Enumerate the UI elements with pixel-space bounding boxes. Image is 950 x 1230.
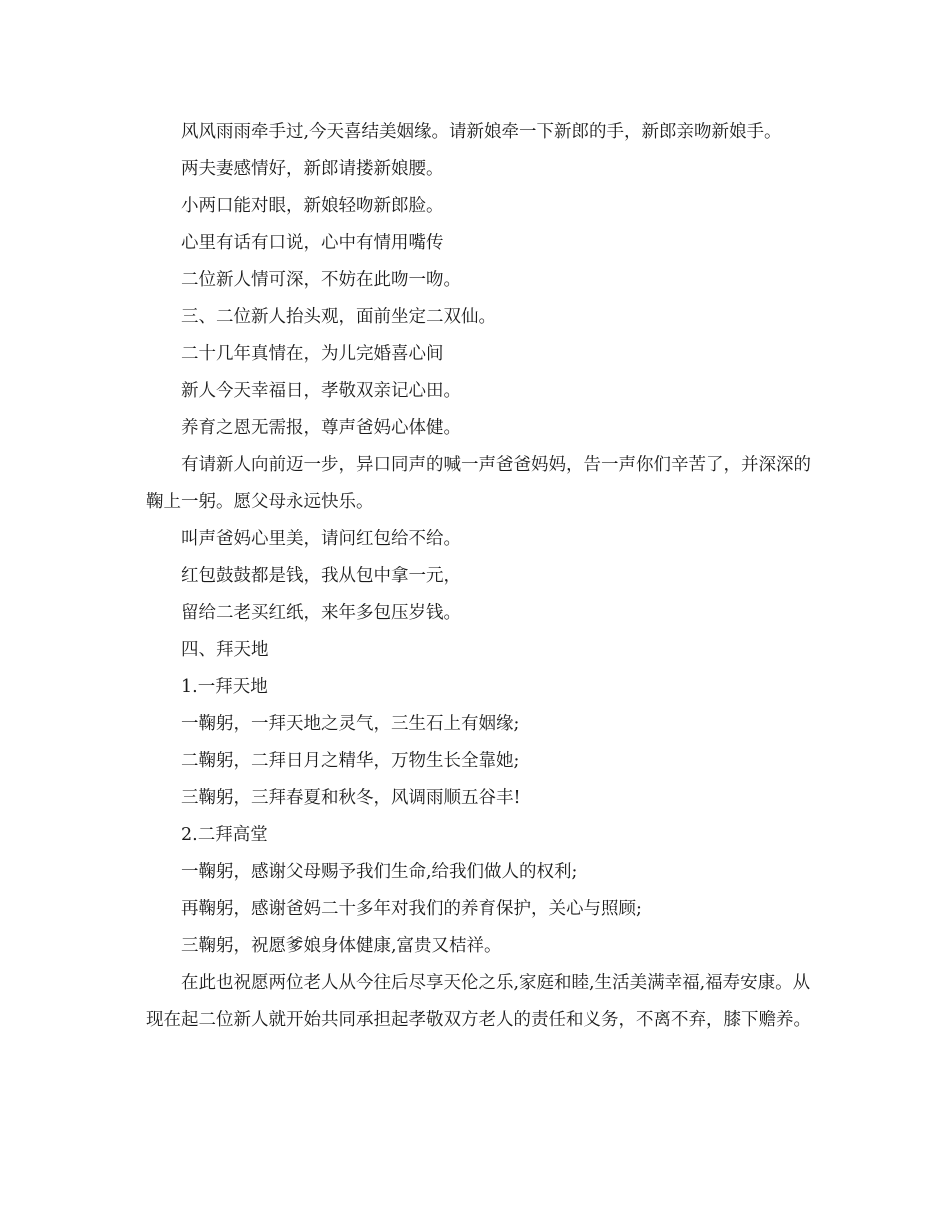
paragraph: 新人今天幸福日，孝敬双亲记心田。 bbox=[181, 381, 461, 401]
paragraph: 在此也祝愿两位老人从今往后尽享天伦之乐,家庭和睦,生活美满幸福,福寿安康。从现在起二位新人就开始共同承担起孝敬双方老人的责任和义务，不离不弃，膝下赡养。 bbox=[146, 973, 811, 1030]
subsection-heading: 1.一拜天地 bbox=[181, 677, 268, 697]
paragraph: 再鞠躬，感谢爸妈二十多年对我们的养育保护，关心与照顾; bbox=[181, 899, 642, 919]
paragraph: 养育之恩无需报，尊声爸妈心体健。 bbox=[181, 418, 461, 438]
subsection-heading: 2.二拜高堂 bbox=[181, 825, 268, 845]
paragraph: 风风雨雨牵手过,今天喜结美姻缘。请新娘牵一下新郎的手，新郎亲吻新娘手。 bbox=[181, 122, 782, 142]
paragraph: 三鞠躬，祝愿爹娘身体健康,富贵又桔祥。 bbox=[181, 936, 502, 956]
paragraph: 红包鼓鼓都是钱，我从包中拿一元， bbox=[181, 566, 461, 586]
paragraph: 留给二老买红纸，来年多包压岁钱。 bbox=[181, 603, 461, 623]
paragraph: 二十几年真情在，为儿完婚喜心间 bbox=[181, 344, 444, 364]
paragraph: 心里有话有口说，心中有情用嘴传 bbox=[181, 233, 444, 253]
paragraph: 二鞠躬，二拜日月之精华，万物生长全靠她; bbox=[181, 751, 520, 771]
paragraph: 小两口能对眼，新娘轻吻新郎脸。 bbox=[181, 196, 444, 216]
paragraph: 三鞠躬，三拜春夏和秋冬，风调雨顺五谷丰! bbox=[181, 788, 521, 808]
paragraph: 有请新人向前迈一步，异口同声的喊一声爸爸妈妈，告一声你们辛苦了，并深深的鞠上一躬。愿父母永远快乐。 bbox=[146, 455, 811, 512]
paragraph: 叫声爸妈心里美，请问红包给不给。 bbox=[181, 529, 461, 549]
document-body bbox=[146, 114, 811, 1039]
paragraph: 一鞠躬，感谢父母赐予我们生命,给我们做人的权利; bbox=[181, 862, 578, 882]
paragraph: 二位新人情可深，不妨在此吻一吻。 bbox=[181, 270, 461, 290]
paragraph: 两夫妻感情好，新郎请搂新娘腰。 bbox=[181, 159, 444, 179]
section-heading: 四、拜天地 bbox=[181, 640, 269, 660]
paragraph: 一鞠躬，一拜天地之灵气，三生石上有姻缘; bbox=[181, 714, 520, 734]
paragraph: 三、二位新人抬头观，面前坐定二双仙。 bbox=[181, 307, 496, 327]
